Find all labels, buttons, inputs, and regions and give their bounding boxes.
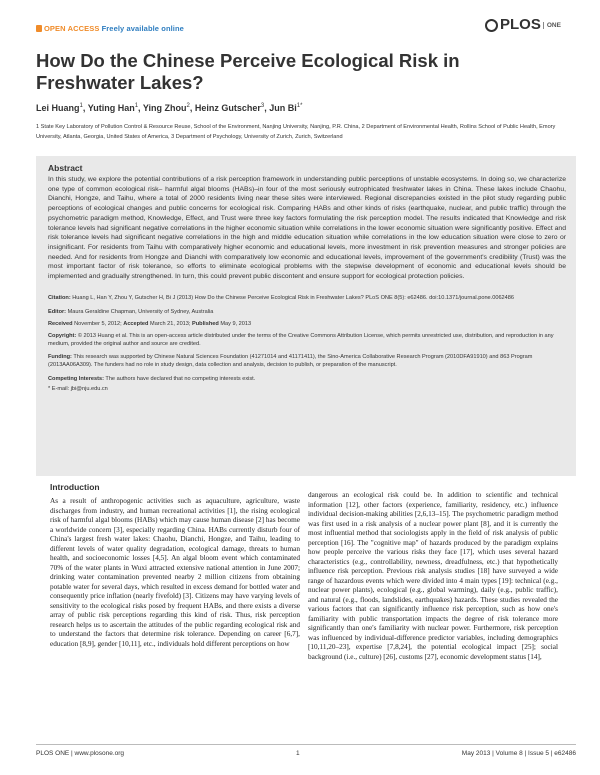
competing-text: The authors have declared that no competing interests exist.	[105, 376, 256, 382]
accepted-label: Accepted	[123, 321, 149, 327]
citation-label: Citation:	[48, 295, 71, 301]
plos-one-logo	[485, 16, 561, 33]
editor-text: Maura Geraldine Chapman, University of Sydney, Australia	[67, 309, 214, 315]
competing-interests	[48, 375, 566, 383]
footer-journal[interactable]: PLOS ONE | www.plosone.org	[36, 750, 125, 757]
accepted-date: March 21, 2013;	[150, 321, 191, 327]
abstract-text: In this study, we explore the potential contributions of a risk perception framework in understanding public perceptions of unstable ecosystems. In doing so, we characterize one type of common ecological risk– harmful algal blooms (HABs)–in four of the most seriously eutrophicated freshwater lakes in China. These lakes include Chaohu, Dianchi, Hongze, and Taihu, where a total of 2000 residents living near these sites were interviewed. Regional discrepancies existed in the pilot study regarding public perceptions of ecological changes and public concerns for ecological risk. Comparing HABs and other kinds of risks (earthquake, nuclear, and public traffic) through the psychometric paradigm method, Knowledge, Effect, and Trust were three key factors formulating the risk perception model. The results indicated that Knowledge and risk tolerance levels had significant negative correlations in the higher economic situation while correlations in the lower economic situation were significantly positive. Effect and risk tolerance levels had significant negative correlations in the high and middle education situation while correlations in the low education situation were close to zero or insignificant. For residents from Taihu with comparatively higher economic and educational levels, more investment in risk prevention measures and stronger policies are needed. And for residents from Hongze and Dianchi with comparatively low economic and educational levels, improvement of the government's credibility (Trust) was the most important factor of risk tolerance, so efforts to eliminate ecological problems with the stepwise development of economic and educational levels should be implemented and gradually strengthened. In turn, this could prevent public discontent and ensure support for ecological protection policies.	[48, 176, 566, 281]
author: Ying Zhou	[142, 103, 187, 113]
open-access-banner	[36, 24, 184, 33]
author: Jun Bi	[269, 103, 297, 113]
copyright-label: Copyright:	[48, 333, 77, 339]
author-affil-sup: 1	[134, 103, 139, 109]
citation	[48, 294, 566, 302]
abstract-heading: Abstract	[48, 163, 83, 173]
author-affil-sup: 1	[79, 103, 83, 109]
plos-circle-icon	[485, 19, 498, 32]
access-label: ACCESS	[67, 24, 100, 33]
copyright	[48, 332, 566, 349]
intro-column-right: dangerous an ecological risk could be. In addition to scientific and technical information [12], other factors (experience, familiarity, residency, etc.) influence individual decision-making abilities [2,6,13–15]. The psychometric paradigm method was first used in a risk analysis of a nuclear power plant [8], and it is currently the most influential method that sociologists apply in the field of risk analysis of public perception [16]. The "cognitive map" of hazards produced by the paradigm explains how people perceive the various risks they face [17], which uses several hazard characteristics (e.g., controllability, newness, dreadfulness, etc.) that hypothetically influence risk perception. Previous risk analysis studies [18] have surveyed a wide range of hazardous events which were divided into 4 main types [19]: technical (e.g., nuclear power plants), ecological (e.g., global warming), daily (e.g., public traffic), and natural (e.g., floods, landslides, earthquakes) hazards. These studies revealed the various factors that can significantly influence risk perception, such as how one's familiarity with public transportation impacts the degree of risk tolerance more significantly than one's familiarity with nuclear power. Furthermore, risk perception was influenced by individual-difference predictor variables, including demographics [10,11,20–23], expertise [7,8,24], the potential ecological impact [25]; social background (i.e., culture) [26], customs [27], economic development status [14],	[308, 491, 558, 661]
freely-available-label: Freely available online	[101, 24, 184, 33]
article-dates	[48, 320, 566, 328]
logo-text: PLOS	[500, 16, 541, 33]
affiliations: 1 State Key Laboratory of Pollution Control & Resource Reuse, School of the Environment, Nanjing University, Nanjing, P.R. China, 2 Department of Environmental Health, Rollins School of Public Health, Emory University, Atlanta, Georgia, United States of America, 3 Department of Psychology, University of Zurich, Zurich, Switzerland	[36, 124, 556, 140]
author-affil-sup: 2	[186, 103, 190, 109]
funding-text: This research was supported by Chinese Natural Sciences Foundation (41271014 and 41171411), the Sino-America Collaborative Research Program (2010DFA91910) and 863 Program (2013AA06A309). The funders had no role in study design, data collection and analysis, decision to publish, or preparation of the manuscript.	[48, 354, 533, 369]
funding	[48, 353, 566, 370]
published-date: May 9, 2013	[220, 321, 252, 327]
open-lock-icon	[36, 25, 42, 32]
page-number: 1	[296, 750, 300, 757]
funding-label: Funding:	[48, 354, 72, 360]
author: Heinz Gutscher	[194, 103, 261, 113]
footer-issue: May 2013 | Volume 8 | Issue 5 | e62486	[461, 750, 576, 757]
citation-text: Huang L, Han Y, Zhou Y, Gutscher H, Bi J (2013) How Do the Chinese Perceive Ecological Risk in Freshwater Lakes? PLoS ONE 8(5): e62486. doi:10.1371/journal.pone.0062486	[72, 295, 515, 301]
editor	[48, 308, 566, 316]
open-label: OPEN	[44, 24, 66, 33]
author: Yuting Han	[87, 103, 135, 113]
logo-sub: ONE	[543, 22, 561, 29]
author-affil-sup: 1*	[296, 103, 303, 109]
received-label: Received	[48, 321, 73, 327]
competing-label: Competing Interests:	[48, 376, 104, 382]
intro-column-left: As a result of anthropogenic activities such as aquaculture, agriculture, waste discharges from industry, and human recreational activities [1], the rising ecological risk of harmful algal blooms (HABs) which may cause human disease [2] has become a worldwide concern [3], especially regarding China. HABs currently disturb four of China's largest fresh water lakes: Chaohu, Dianchi, Hongze, and Taihu, leading to different levels of water quality degradation, ecological damage, threats to human health, and socioeconomic losses [4,5]. An algal bloom event which contaminated 70% of the water plants in Wuxi attracted extensive national attention in June 2007; drinking water contamination prevented nearby 2 million citizens from obtaining potable water for several days, which resulted in excess demand for bottled water and consequently price inflation (nearly fivefold) [3]. Citizens may have varying levels of sensitivity to the ecological risks posed by frequent HABs, and there exists a diverse array of public risk perceptions regarding this kind of risk. Thus, risk perception research helps us to ascertain the attitudes of the public regarding ecological risk and to understand the factors that determine risk tolerance. Depending on career [6,7], education [8,9], gender [10,11], etc., individuals hold different perceptions on how	[50, 497, 300, 648]
author-affil-sup: 3	[260, 103, 265, 109]
received-date: November 5, 2012;	[74, 321, 122, 327]
article-title: How Do the Chinese Perceive Ecological Risk in Freshwater Lakes?	[36, 50, 460, 93]
copyright-text: © 2013 Huang et al. This is an open-access article distributed under the terms of the Creative Commons Attribution License, which permits unrestricted use, distribution, and reproduction in any medium, provided the original author and source are credited.	[48, 333, 554, 348]
published-label: Published	[192, 321, 219, 327]
author: Lei Huang	[36, 103, 80, 113]
author-list: Lei Huang$^1$, Yuting Han$^1$, Ying Zhou$^2$, Heinz Gutscher$^3$, Jun $Bi^{1*}$	[36, 103, 303, 113]
editor-label: Editor:	[48, 309, 67, 315]
corresponding-email[interactable]: * E-mail: jbi@nju.edu.cn	[48, 386, 108, 392]
footer-divider	[36, 744, 576, 745]
introduction-heading: Introduction	[50, 482, 100, 492]
